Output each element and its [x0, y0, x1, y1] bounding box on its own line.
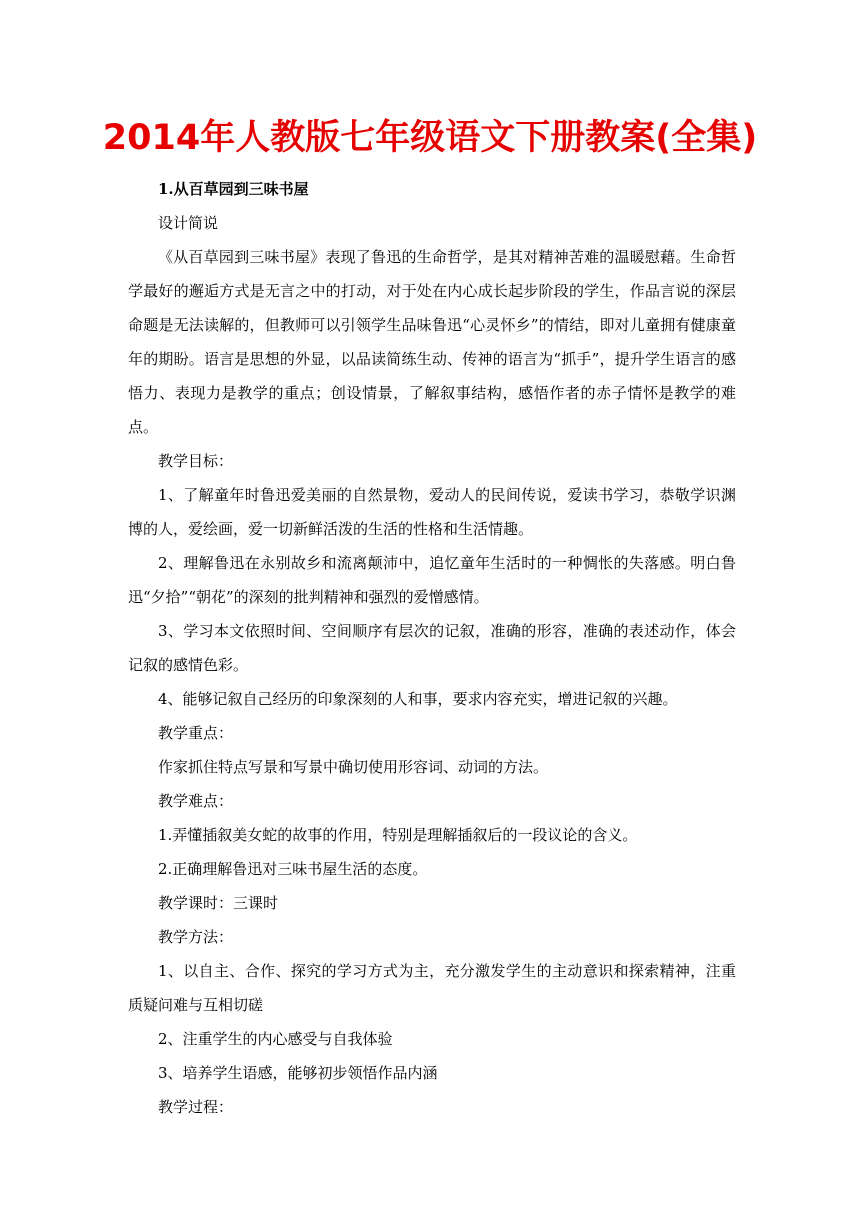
difficulty-item-1: 1.弄懂插叙美女蛇的故事的作用，特别是理解插叙后的一段议论的含义。 [158, 826, 638, 844]
class-hours: 教学课时：三课时 [158, 894, 279, 912]
goal-item-1: 1、了解童年时鲁迅爱美丽的自然景物，爱动人的民间传说，爱读书学习，恭敬学识渊博的人，爱绘画，爱一切新鲜活泼的生活的性格和生活情趣。 [128, 486, 736, 538]
section-label-methods: 教学方法： [158, 928, 234, 946]
difficulty-item-2: 2.正确理解鲁迅对三味书屋生活的态度。 [158, 860, 428, 878]
method-item-1: 1、以自主、合作、探究的学习方式为主，充分激发学生的主动意识和探索精神，注重质疑问难与互相切磋 [128, 962, 736, 1014]
method-item-3: 3、培养学生语感，能够初步领悟作品内涵 [158, 1064, 438, 1082]
goal-item-3: 3、学习本文依照时间、空间顺序有层次的记叙，准确的形容，准确的表述动作，体会记叙的感情色彩。 [128, 622, 736, 674]
goal-item-4: 4、能够记叙自己经历的印象深刻的人和事，要求内容充实，增进记叙的兴趣。 [158, 690, 678, 708]
design-paragraph: 《从百草园到三味书屋》表现了鲁迅的生命哲学，是其对精神苦难的温暖慰藉。生命哲学最好的邂逅方式是无言之中的打动，对于处在内心成长起步阶段的学生，作品言说的深层命题是无法读解的，但教师可以引领学生品味鲁迅“心灵怀乡”的情结，即对儿童拥有健康童年的期盼。语言是思想的外显，以品读简练生动、传神的语言为“抓手”，提升学生语言的感悟力、表现力是教学的重点；创设情景，了解叙事结构，感悟作者的赤子情怀是教学的难点。 [128, 248, 736, 436]
document-title: 2014年人教版七年级语文下册教案(全集) [102, 118, 758, 158]
section-label-goals: 教学目标： [158, 452, 234, 470]
section-label-focus: 教学重点： [158, 724, 234, 742]
section-label-design: 设计简说 [158, 214, 219, 232]
section-label-difficulty: 教学难点： [158, 792, 234, 810]
lesson-heading: 1.从百草园到三味书屋 [158, 180, 309, 198]
document-body [128, 172, 736, 1124]
method-item-2: 2、注重学生的内心感受与自我体验 [158, 1030, 393, 1048]
goal-item-2: 2、理解鲁迅在永别故乡和流离颠沛中，追忆童年生活时的一种惆怅的失落感。明白鲁迅“夕拾”“朝花”的深刻的批判精神和强烈的爱憎感情。 [128, 554, 736, 606]
section-label-process: 教学过程： [158, 1098, 234, 1116]
focus-paragraph: 作家抓住特点写景和写景中确切使用形容词、动词的方法。 [158, 758, 549, 776]
